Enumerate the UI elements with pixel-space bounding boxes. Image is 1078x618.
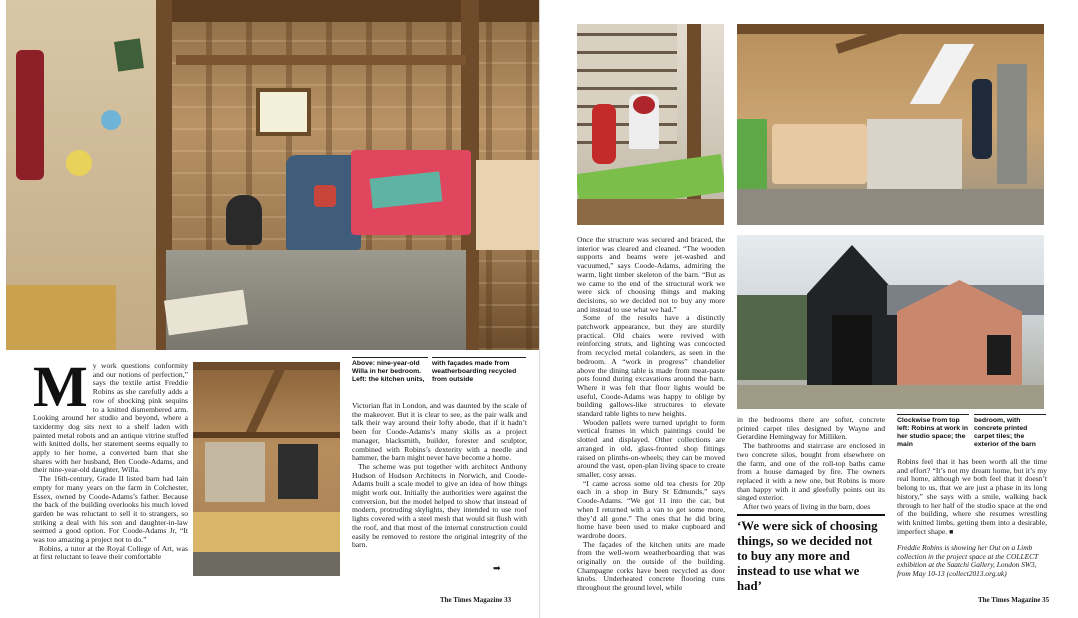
paragraph: Victorian flat in London, and was daunted by the scale of the makeover. But it is clear to see, as the pair walk and talk their way around their lofty abode, that if it hadn’t been for Coode-Adams’s many skills as a project manager, blacksmith, builder, forester and sculptor, combined with Robins’s dexterity with a needle and hammer, the barn might never have become a home. — [352, 401, 527, 463]
paragraph: in the bedrooms there are softer, concrete printed carpet tiles designed by Wayne and Gerardine Hemingway for Milliken. — [737, 415, 885, 442]
paragraph: Once the structure was secured and braced, the interior was cleared and cleaned. “The wooden supports and beams were jet-washed and vacuumed,” says Coode-Adams, admiring the warm, light timber skeleton of the barn. “But as we came to the end of the structural work we were sick of choosing things and making decisions, so we decided not to buy any more and instead to use what we had.” — [577, 235, 725, 314]
article-column-3 — [897, 458, 1047, 536]
caption: bedroom, with concrete printed carpet tiles; the exterior of the barn — [974, 417, 1036, 448]
caption: Clockwise from top left: Robins at work in her studio space; the main — [897, 417, 968, 448]
caption: with façades made from weatherboarding recycled from outside — [432, 360, 517, 383]
paragraph: After two years of living in the barn, does — [743, 502, 871, 512]
article-column-2 — [737, 416, 885, 512]
page-folio: The Times Magazine 35 — [978, 596, 1050, 604]
studio-photo — [577, 24, 724, 225]
end-mark-icon: ■ — [949, 527, 954, 536]
continue-arrow-icon: ➡ — [493, 563, 501, 573]
main-bedroom-photo — [737, 24, 1044, 225]
paragraph: Some of the results have a distinctly patchwork appearance, but they are sturdily practical. Old chairs were revived with reinforcing struts, and lighting was concocted from recycled metal colanders, as seen in the bedroom. A “work in progress” chandelier above the dining table is made from meat-paste pots found during excavations around the barn. Where it was felt that floor lights would be useful, Coode-Adams was happy to oblige by building gallows-like structures to elevate standard table lights to new heights. — [577, 313, 725, 419]
paragraph: The bathrooms and staircase are enclosed in two concrete silos, bought from elsewhere on the farm, and one of the roll-top baths came from a house damaged by fire. The owners replaced it with a new one, but Robins is more than happy with it and gleefully points out its singed exterior. — [737, 441, 885, 503]
paragraph: The 16th-century, Grade II listed barn had lain empty for many years on the farm in Colchester, Essex, owned by Coode-Adams’s father. Because the back of the building overlooks his much loved garden he was reluctant to sell it to strangers, so striking a deal with his son and daughter-in-law seemed a good option. For Coode-Adams Jr, “It was too amazing a project not to do.” — [33, 474, 188, 545]
right-page — [540, 0, 1078, 618]
paragraph: “I came across some old tea chests for 20p each in a shop in Bury St Edmunds,” says Coode-Adams. “We got 11 into the car, but when I returned with a van to get some more, they’d all gone.” The ones that he did bring home have been used to make cupboard and wardrobe doors. — [577, 478, 725, 540]
paragraph: The scheme was put together with architect Anthony Hudson of Hudson Architects in Norwich, and Coode-Adams built a scale model to give an idea of how things might work out. Initially the authorities were against the conversion, but the model helped to show that instead of modern, protruding skylights, they intended to use roof lights covered with a steel mesh that would sit flush with the roof, and that most of the internal construction could easily be removed to restore the original integrity of the barn. — [352, 461, 527, 550]
pull-quote: ‘We were sick of choosing things, so we decided not to buy any more and instead to use what we had’ — [737, 519, 878, 593]
paragraph: Robins feel that it has been worth all the time and effort? “It’s not my dream home, but it’s my real home, although we both feel that it doesn’t belong to us, that we are just a phase in its long history,” she says with a smile, walking back through to her half of the studio space at the end of the building, where she resumes wrestling with knitted limbs, getting them into a desirable, imperfect shape. ■ — [897, 457, 1047, 536]
bedroom-photo — [6, 0, 539, 350]
article-column-2 — [352, 402, 527, 550]
caption: Above: nine-year-old Willa in her bedroom. Left: the kitchen units, — [352, 360, 425, 383]
paragraph: Wooden pallets were turned upright to form vertical frames in which paintings could be slotted and displayed. Other collections are arranged in old, glass-fronted shop fittings raised on plinths-on-wheels; they can be moved around the vast, open-plan living space to create smaller, cosy areas. — [577, 417, 725, 479]
paragraph: Robins, a tutor at the Royal College of Art, was at first reluctant to leave their comfortable — [33, 543, 188, 562]
article-column-1 — [33, 354, 188, 562]
page-folio: The Times Magazine 33 — [440, 596, 512, 604]
exhibition-credit: Freddie Robins is showing her Out on a Limb collection in the project space at the COLLECT exhibition at the Saatchi Gallery, London SW3, from May 10-13 (collect2013.org.uk) — [897, 543, 1039, 579]
kitchen-photo — [193, 362, 340, 576]
article-column-1 — [577, 236, 725, 593]
barn-exterior-photo — [737, 235, 1044, 409]
paragraph: The façades of the kitchen units are made from the well-worn weatherboarding that was originally on the outside of the building. Champagne corks have been recycled as door knobs. Underheated concrete flooring runs throughout the ground level, while — [577, 539, 725, 593]
paragraph: y work questions conformity and our notions of perfection,” says the textile artist Freddie Robins as she carefully adds a row of shocking pink sequins to a knitted dismembered arm. Looking around her studio and beyond, where a taxidermy dog sits next to a shelf laden with painted metal robots and an antique vitrine stuffed with knitted dolls, her statement seems equally to apply to her home, a converted barn that she shares with her husband, Ben Coode-Adams, and their nine-year-old daughter, Willa. — [33, 361, 188, 475]
drop-cap: M — [33, 354, 88, 419]
